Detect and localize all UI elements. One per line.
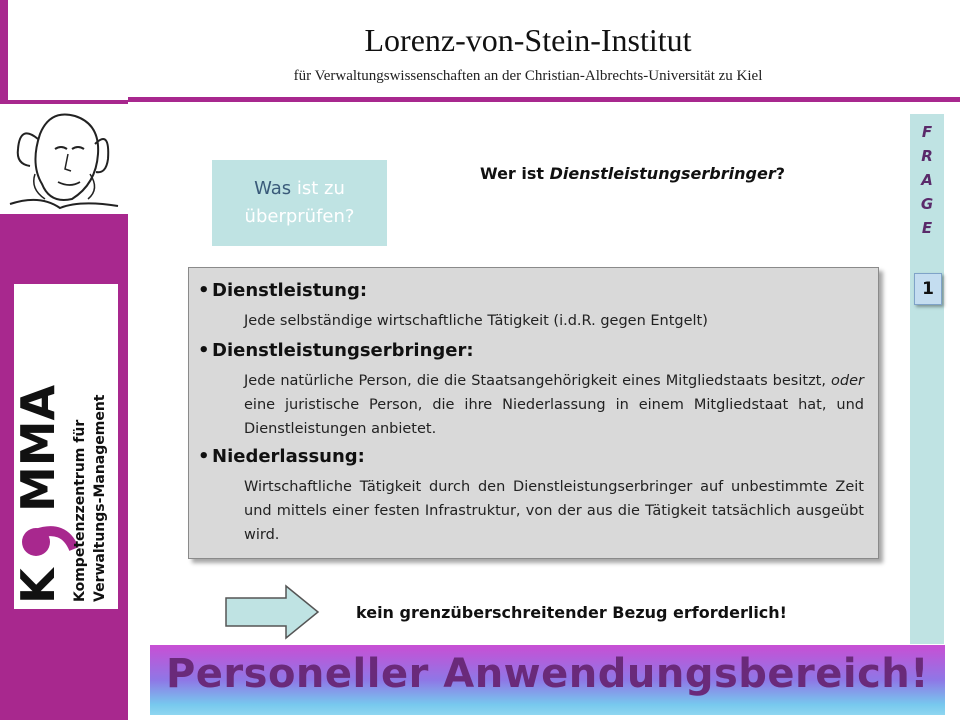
left-sidebar xyxy=(0,0,128,720)
definition-heading-text: Dienstleistung: xyxy=(212,280,368,301)
frage-letter: E xyxy=(921,219,933,237)
portrait-sketch-icon xyxy=(0,104,128,214)
definition-text-or: oder xyxy=(831,373,864,389)
svg-text:K: K xyxy=(14,568,65,604)
page-subtitle: für Verwaltungswissenschaften an der Christian-Albrechts-Universität zu Kiel xyxy=(293,68,763,84)
definition-text-part: eine juristische Person, die ihre Niederlassung in einem Mitgliedstaat hat, und Dienstleistungen anbietet. xyxy=(244,397,864,437)
frage-letter: A xyxy=(921,171,933,189)
right-arrow-icon xyxy=(224,584,320,640)
portrait-panel xyxy=(0,104,128,214)
was-highlight: ist zu überprüfen? xyxy=(244,178,355,227)
frage-letter: G xyxy=(920,195,934,213)
question-prefix: Wer ist xyxy=(480,164,550,183)
note-text: kein grenzüberschreitender Bezug erforderlich! xyxy=(356,603,787,622)
banner-title: Personeller Anwendungsbereich! xyxy=(165,651,930,697)
svg-text:Verwaltungs-Management: Verwaltungs-Management xyxy=(92,394,108,602)
svg-text:MMA: MMA xyxy=(14,384,65,512)
definition-text xyxy=(244,369,864,441)
was-text: Was xyxy=(254,178,297,199)
header-divider xyxy=(128,97,960,102)
komma-logo xyxy=(14,284,118,609)
frage-letter: R xyxy=(921,147,933,165)
frage-letter: F xyxy=(921,123,933,141)
definition-heading: • Dienstleistung: xyxy=(198,280,368,301)
definition-heading: • Dienstleistungserbringer: xyxy=(198,340,474,361)
definition-heading: • Niederlassung: xyxy=(198,446,365,467)
was-pruefen-box xyxy=(212,160,387,246)
definition-heading-text: Dienstleistungserbringer: xyxy=(212,340,474,361)
question-term: Dienstleistungserbringer xyxy=(549,164,776,183)
page-title: Lorenz-von-Stein-Institut xyxy=(364,22,692,58)
definition-text: Jede selbständige wirtschaftliche Tätigkeit (i.d.R. gegen Entgelt) xyxy=(244,313,708,329)
question-suffix: ? xyxy=(775,164,785,183)
komma-logo-panel xyxy=(14,284,118,609)
frage-label xyxy=(910,120,944,240)
definition-text: Wirtschaftliche Tätigkeit durch den Dienstleistungserbringer auf unbestimmte Zeit und mittels einer festen Infrastruktur, von der aus die Tätigkeit tatsächlich ausgeübt wird. xyxy=(244,479,864,543)
sidebar-top-panel xyxy=(8,0,128,100)
question-heading xyxy=(480,164,785,183)
svg-text:Kompetenzzentrum für: Kompetenzzentrum für xyxy=(72,419,88,602)
question-number-button[interactable]: 1 xyxy=(914,273,942,305)
definition-text-part: Jede natürliche Person, die die Staatsangehörigkeit eines Mitgliedstaats besitzt, xyxy=(244,373,832,389)
definition-heading-text: Niederlassung: xyxy=(212,446,365,467)
